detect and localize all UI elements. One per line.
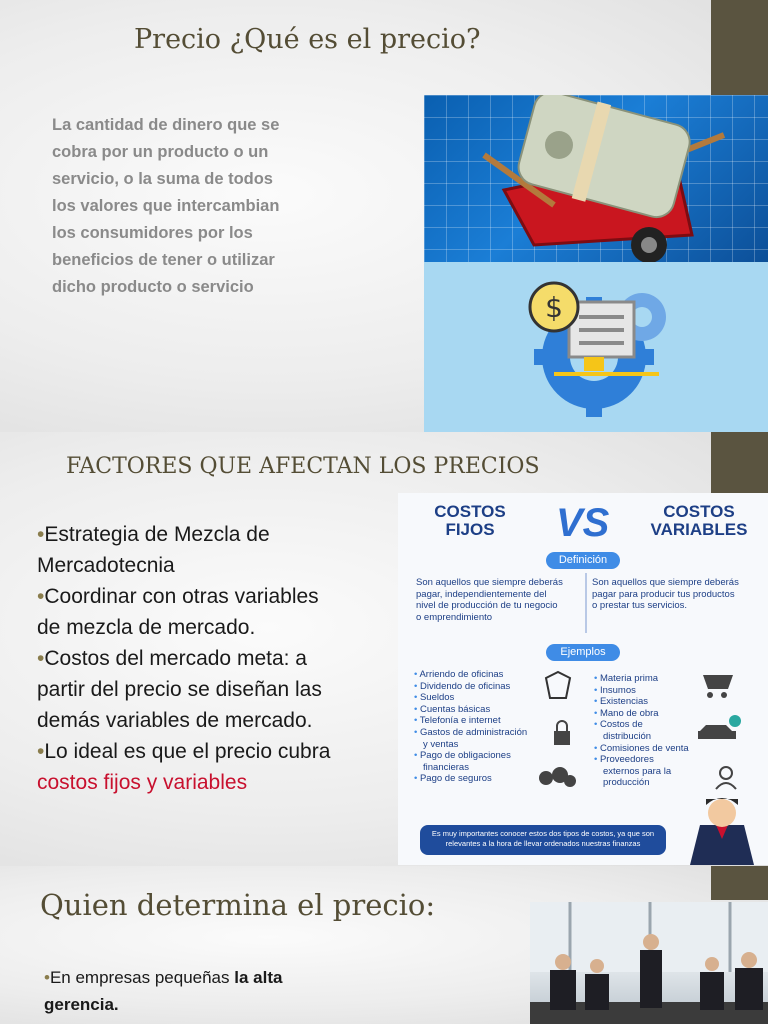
gear-money-icon-image bbox=[424, 262, 768, 432]
definition-line: dicho producto o servicio bbox=[52, 278, 254, 296]
definition-line: servicio, o la suma de todos bbox=[52, 170, 273, 188]
list-item: •Lo ideal es que el precio cubra costos fijos y variables bbox=[37, 740, 331, 794]
money-wheelbarrow-image bbox=[424, 95, 768, 262]
who-list: •En empresas pequeñas la alta gerencia. bbox=[44, 968, 283, 1014]
lock-icon bbox=[554, 721, 570, 745]
slide-title: FACTORES QUE AFECTAN LOS PRECIOS bbox=[66, 454, 540, 479]
slide-title: Quien determina el precio: bbox=[40, 888, 436, 922]
list-item: •Costos del mercado meta: a partir del precio se diseñan las demás variables de mercado. bbox=[37, 647, 322, 732]
divider bbox=[585, 573, 587, 633]
list-item: •Coordinar con otras variables de mezcla de mercado. bbox=[37, 585, 319, 639]
car-icon bbox=[698, 715, 741, 739]
side-accent-bar bbox=[711, 0, 768, 95]
left-heading: COSTOS FIJOS bbox=[434, 502, 506, 539]
fixed-vs-variable-costs-infographic bbox=[398, 493, 768, 865]
variable-definition: Son aquellos que siempre deberás pagar para producir tus productos o prestar tus servicios. bbox=[592, 577, 739, 611]
side-accent-bar bbox=[711, 432, 768, 493]
slide-title: Precio ¿Qué es el precio? bbox=[134, 24, 481, 55]
footer-note: Es muy importantes conocer estos dos tipos de costos, ya que son relevantes a la hora de llevar ordenados nuestras finanzas bbox=[420, 825, 666, 855]
examples-pill: Ejemplos bbox=[546, 644, 620, 661]
side-accent-bar bbox=[711, 866, 768, 900]
definition-line: beneficios de tener o utilizar bbox=[52, 251, 275, 269]
highlight-text: costos fijos y variables bbox=[37, 771, 248, 794]
money-bag-icon bbox=[546, 672, 570, 698]
right-heading: COSTOS VARIABLES bbox=[650, 502, 748, 539]
vs-label: VS bbox=[556, 501, 610, 545]
cart-icon bbox=[703, 675, 733, 698]
person-icon bbox=[716, 767, 736, 789]
slide-what-is-price bbox=[0, 0, 768, 432]
definition-line: los consumidores por los bbox=[52, 224, 253, 242]
definition-line: cobra por un producto o un bbox=[52, 143, 269, 161]
factors-list bbox=[37, 519, 367, 798]
slide-price-factors bbox=[0, 432, 768, 866]
business-meeting-photo bbox=[530, 902, 768, 1024]
fixed-definition: Son aquellos que siempre deberás pagar, independientemente del nivel de producción de tu negocio o emprendimiento bbox=[416, 577, 563, 623]
fixed-examples-list: • Arriendo de oficinas • Dividendo de oficinas • Sueldos • Cuentas básicas • Telefonía e internet • Gastos de administración y ventas • Pago de obligaciones financieras • Pago de seguros bbox=[414, 669, 548, 785]
list-item: •Estrategia de Mezcla de Mercadotecnia bbox=[37, 523, 270, 577]
price-definition bbox=[52, 112, 352, 301]
dollar-icon: $ bbox=[545, 291, 563, 324]
businessman-icon bbox=[690, 798, 754, 865]
definition-line: La cantidad de dinero que se bbox=[52, 116, 280, 134]
definition-pill: Definición bbox=[546, 552, 620, 569]
definition-line: los valores que intercambian bbox=[52, 197, 280, 215]
variable-examples-list: • Materia prima • Insumos • Existencias • Mano de obra • Costos de distribución • Comisiones de venta • Proveedores externos para la producción bbox=[594, 673, 700, 789]
slide-who-sets-price bbox=[0, 866, 768, 1024]
